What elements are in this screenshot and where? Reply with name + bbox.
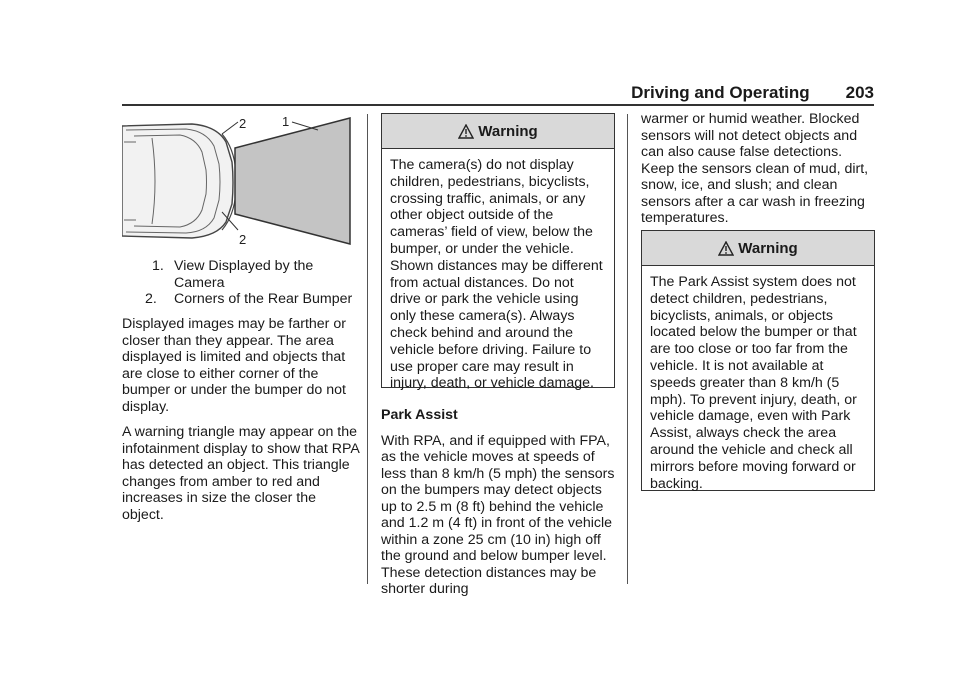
section-subheading: Park Assist (381, 407, 458, 423)
callout-1: 1 (282, 114, 290, 129)
column-divider-1 (367, 114, 368, 584)
callout-2-bottom: 2 (239, 232, 247, 247)
camera-warning-box (381, 113, 615, 392)
section-title: Driving and Operating (631, 83, 810, 102)
column-3-text (641, 111, 877, 236)
paragraph: Displayed images may be farther or closer than they appear. The area displayed is limited and objects that are close to either corner of the bumper or under the bumper do not display. (122, 316, 346, 415)
rear-camera-view-illustration (122, 112, 354, 250)
page-number: 203 (845, 83, 874, 102)
callout-2-top: 2 (239, 116, 247, 131)
paragraph: With RPA, and if equipped with FPA, as the vehicle moves at speeds of less than 8 km/h (5 mph) the sensors on the bumpers may detect objects up to 2.5 m (8 ft) behind the vehicle and 1.2 m (4 ft) in front of the vehicle within a zone 25 cm (10 in) high off the ground and below bumper level. These detection distances may be shorter during (381, 432, 615, 597)
legend-number: 1. (152, 258, 164, 274)
warning-text: The Park Assist system does not detect children, pedestrians, bicyclists, animals, or objects located below the bumper or that are too close or too far from the vehicle. It is not available at speeds greater than 8 km/h (5 mph). To prevent injury, death, or vehicle damage, even with Park Assist, always check the area around the vehicle and check all mirrors before moving forward or backing. (650, 274, 857, 492)
warning-header (642, 231, 874, 266)
warning-triangle-icon (718, 241, 734, 256)
column-1-text (122, 316, 360, 532)
figure-legend (145, 258, 362, 308)
column-divider-2 (627, 114, 628, 584)
paragraph: A warning triangle may appear on the infotainment display to show that RPA has detected an object. This triangle changes from amber to red and increases in size the closer the object. (122, 424, 360, 523)
legend-text: Corners of the Rear Bumper (174, 291, 353, 307)
camera-view-area (235, 118, 350, 244)
paragraph: warmer or humid weather. Blocked sensors will not detect objects and can also cause false detections. Keep the sensors clean of mud, dirt, snow, ice, and slush; and clean sensors after a car wash in freezing temperatures. (641, 111, 869, 226)
legend-item (152, 258, 362, 291)
warning-triangle-icon (458, 124, 474, 139)
warning-title: Warning (738, 239, 798, 257)
park-assist-warning-box (641, 230, 875, 491)
legend-text: View Displayed by the Camera (174, 258, 314, 291)
column-2-text (381, 407, 619, 607)
warning-text: The camera(s) do not display children, pedestrians, bicyclists, crossing traffic, animals, or any other object outside of the cameras’ field of view, below the bumper, or under the vehicle. Shown distances may be different from actual distances. Do not drive or park the vehicle using only these camera(s). Always check behind and around the vehicle before driving. Failure to use proper care may result in injury, death, or vehicle damage. (390, 157, 603, 392)
page-header (631, 83, 874, 103)
warning-header (382, 114, 614, 149)
warning-title: Warning (478, 122, 538, 140)
legend-number: 2. (145, 291, 157, 307)
header-rule (122, 104, 874, 106)
legend-item (145, 291, 362, 308)
